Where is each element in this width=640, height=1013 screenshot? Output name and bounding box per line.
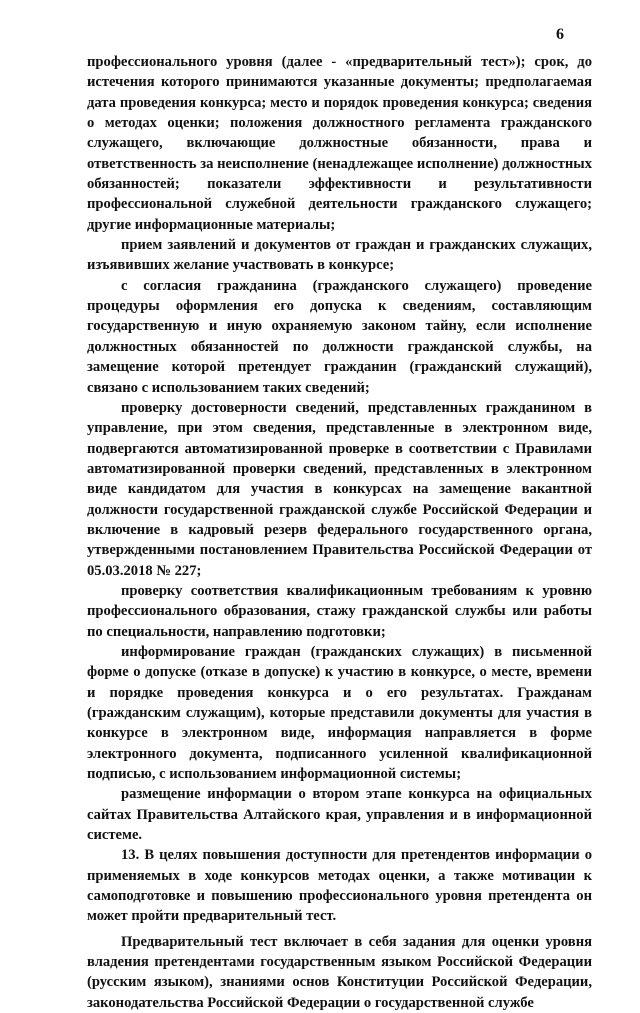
paragraph: проверку достоверности сведений, представленных гражданином в управление, при этом сведения, представленные в электронном виде, подвергаются автоматизированной проверке в соответствии с Правилами автоматизированной проверки сведений, представленных в электронном виде кандидатом для участия в конкурсах на замещение вакантной должности государственной гражданской службе Российской Федерации и включение в кадровый резерв федерального государственного органа, утвержденными постановлением Правительства Российской Федерации от 05.03.2018 № 227; bbox=[87, 399, 592, 579]
document-body bbox=[87, 52, 592, 1013]
paragraph: проверку соответствия квалификационным требованиям к уровню профессионального образования, стажу гражданской службы или работы по специальности, направлению подготовки; bbox=[87, 582, 592, 640]
paragraph: с согласия гражданина (гражданского служащего) проведение процедуры оформления его допуска к сведениям, составляющим государственную и иную охраняемую законом тайну, если исполнение должностных обязанностей по должности гражданской службы, на замещение которой претендует гражданин (гражданский служащий), связано с использованием таких сведений; bbox=[87, 277, 592, 396]
paragraph: прием заявлений и документов от граждан и гражданских служащих, изъявивших желание участвовать в конкурсе; bbox=[87, 237, 592, 274]
paragraph: информирование граждан (гражданских служащих) в письменной форме о допуске (отказе в допуске) к участию в конкурсе, о месте, времени и порядке проведения конкурса и о его результатах. Гражданам (гражданским служащим), которые представили документы для участия в конкурсе в электронном виде, информация направляется в форме электронного документа, подписанного усиленной квалификационной подписью, с использованием информационной системы; bbox=[87, 643, 592, 783]
paragraph-section-13: 13. В целях повышения доступности для претендентов информации о применяемых в ходе конкурсов методах оценки, а также мотивации к самоподготовке и повышению профессионального уровня претендента он может пройти предварительный тест. bbox=[87, 847, 592, 925]
page-number: 6 bbox=[556, 26, 564, 43]
paragraph: Предварительный тест включает в себя задания для оценки уровня владения претендентами государственным языком Российской Федерации (русским языком), знаниями основ Конституции Российской Федерации, законодательства Российской Федерации о государственной службе bbox=[87, 933, 592, 1011]
paragraph: размещение информации о втором этапе конкурса на официальных сайтах Правительства Алтайского края, управления и в информационной системе. bbox=[87, 786, 592, 844]
paragraph: профессионального уровня (далее - «предварительный тест»); срок, до истечения которого принимаются указанные документы; предполагаемая дата проведения конкурса; место и порядок проведения конкурса; сведения о методах оценки; положения должностного регламента гражданского служащего, включающие должностные обязанности, права и ответственность за неисполнение (ненадлежащее исполнение) должностных обязанностей; показатели эффективности и результативности профессиональной служебной деятельности гражданского служащего; другие информационные материалы; bbox=[87, 54, 592, 233]
